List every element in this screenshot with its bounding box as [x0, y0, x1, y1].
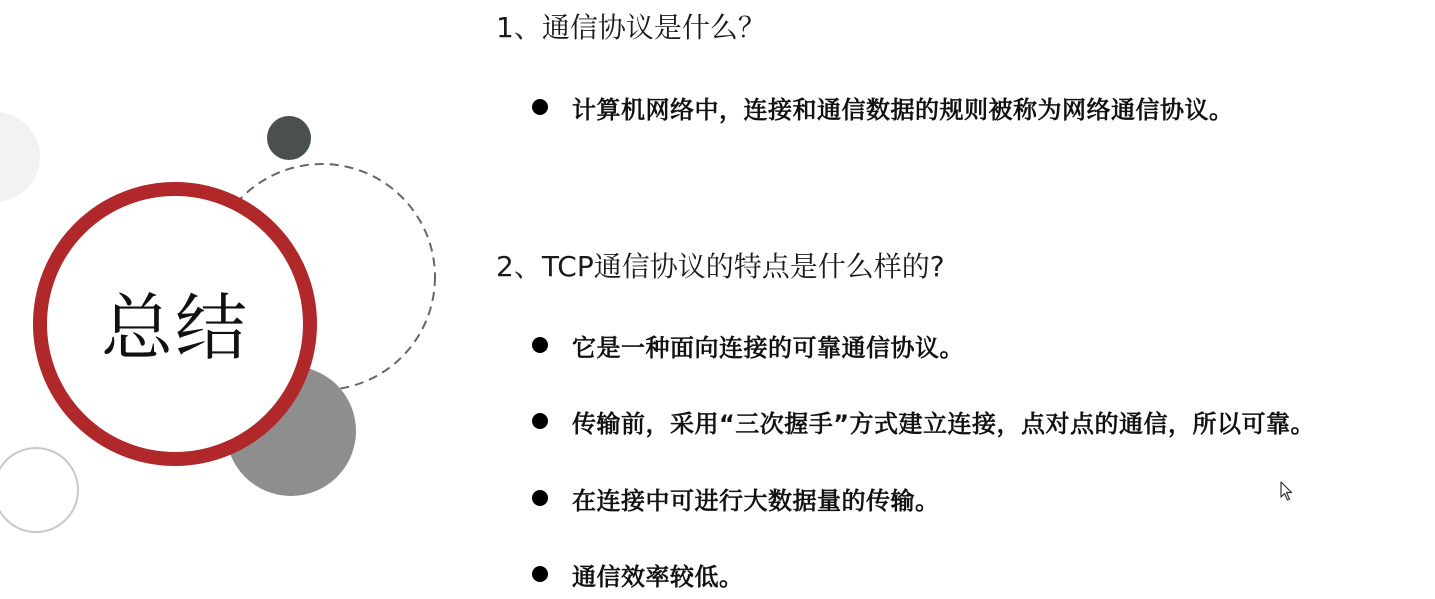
bullet-text: 通信效率较低。 — [572, 562, 744, 591]
bullet-dot — [532, 99, 548, 115]
bullet-item — [532, 327, 964, 363]
bullet-text: 在连接中可进行大数据量的传输。 — [572, 486, 940, 515]
bullet-text: 传输前，采用“三次握手”方式建立连接，点对点的通信，所以可靠。 — [572, 409, 1316, 438]
bullet-dot — [532, 566, 548, 582]
bullet-item — [532, 556, 744, 592]
light-gray-circle — [0, 112, 40, 202]
dark-gray-dot — [267, 116, 311, 160]
bullet-text: 计算机网络中，连接和通信数据的规则被称为网络通信协议。 — [572, 95, 1234, 124]
question-1: 1、通信协议是什么？ — [496, 11, 766, 44]
bullet-dot — [532, 490, 548, 506]
summary-title: 总结 — [100, 286, 249, 370]
question-2: 2、TCP通信协议的特点是什么样的? — [496, 250, 945, 283]
bullet-dot — [532, 337, 548, 353]
bullet-item — [532, 89, 1234, 125]
bullet-item — [532, 480, 940, 516]
mouse-pointer-icon — [1280, 481, 1294, 503]
bullet-dot — [532, 413, 548, 429]
bullet-item — [532, 403, 1315, 439]
outline-circle — [0, 448, 78, 532]
bullet-text: 它是一种面向连接的可靠通信协议。 — [572, 333, 964, 362]
